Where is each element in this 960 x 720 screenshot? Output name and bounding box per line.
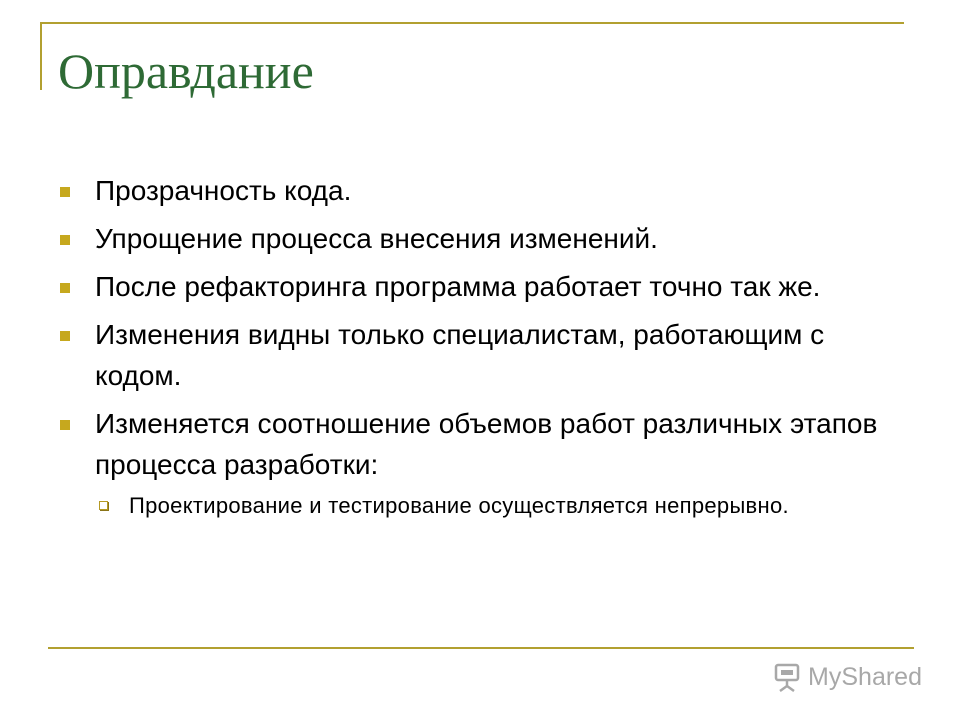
bullet-text: Прозрачность кода. (95, 175, 352, 206)
top-rule (40, 22, 904, 24)
sub-bullet-text: Проектирование и тестирование осуществляется непрерывно. (129, 493, 789, 518)
square-bullet-icon (60, 420, 70, 430)
bullet-text: После рефакторинга программа работает точно так же. (95, 271, 821, 302)
bullet-item (58, 403, 898, 524)
sub-bullet-item (95, 488, 898, 524)
bullet-text: Упрощение процесса внесения изменений. (95, 223, 658, 254)
bullet-item (58, 170, 898, 211)
square-bullet-icon (60, 235, 70, 245)
watermark-text: MyShared (808, 662, 922, 691)
bottom-rule (48, 647, 914, 649)
bullet-item (58, 266, 898, 307)
bullet-text: Изменяется соотношение объемов работ различных этапов процесса разработки: (95, 408, 878, 480)
bullet-list (58, 170, 898, 531)
square-bullet-icon (60, 283, 70, 293)
presentation-board-icon (772, 662, 802, 692)
left-rule (40, 22, 42, 90)
hollow-square-bullet-icon (99, 501, 108, 510)
slide-title: Оправдание (58, 43, 314, 99)
bullet-item (58, 218, 898, 259)
watermark (772, 662, 922, 692)
bullet-text: Изменения видны только специалистам, работающим с кодом. (95, 319, 825, 391)
square-bullet-icon (60, 187, 70, 197)
bullet-item (58, 314, 898, 396)
square-bullet-icon (60, 331, 70, 341)
sub-bullet-list (95, 488, 898, 524)
